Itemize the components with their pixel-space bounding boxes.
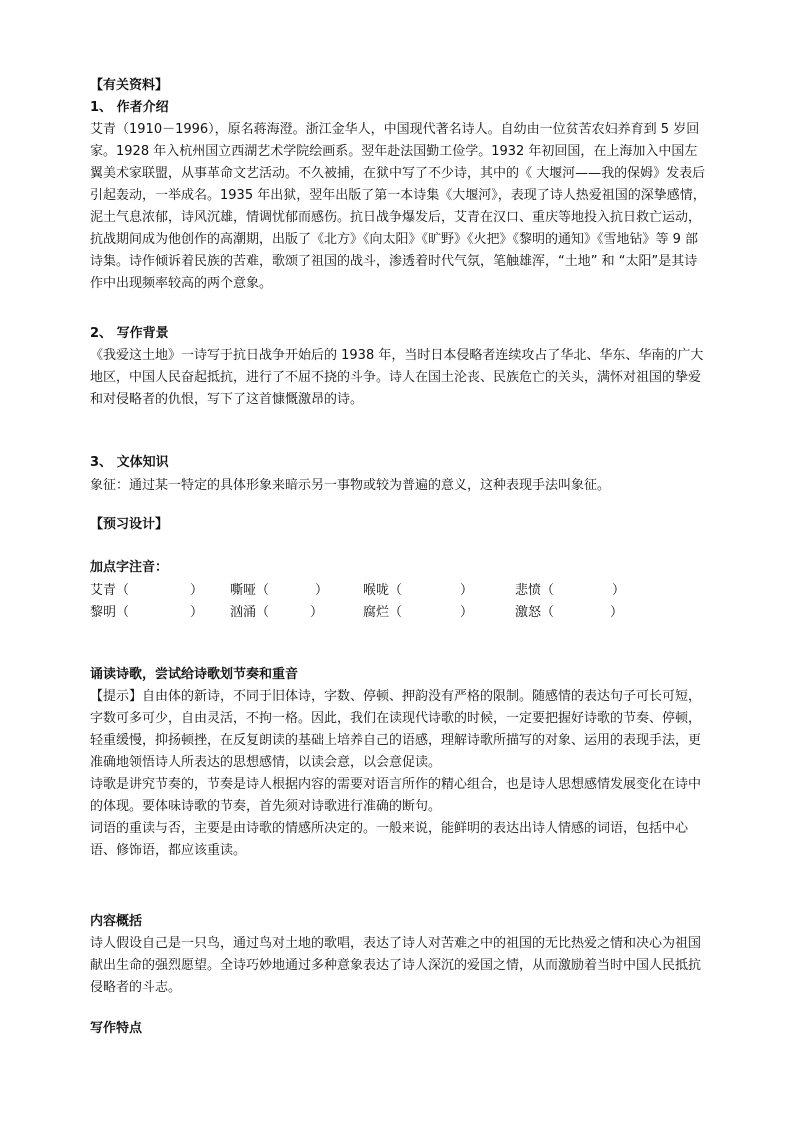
pinyin-heading: 加点字注音： (90, 560, 169, 575)
pinyin-item-open: 悲愤（ (515, 583, 555, 598)
author-heading: 1、 作者介绍 (90, 100, 169, 115)
pinyin-item-open: 嘶哑（ (230, 583, 270, 598)
materials-heading: 【有关资料】 (90, 78, 169, 93)
pinyin-item-open: 汹涌（ (230, 605, 270, 620)
features-heading: 写作特点 (90, 1021, 143, 1036)
genre-paragraph: 象征：通过某一特定的具体形象来暗示另一事物或较为普遍的意义，这种表现手法叫象征。 (90, 478, 611, 493)
pinyin-item-close: ） (612, 583, 626, 598)
tip-paragraph: 【提示】自由体的新诗，不同于旧体诗，字数、停顿、押韵没有严格的限制。随感情的表达句子可长可短，字数可多可少，自由灵活，不拘一格。因此，我们在读现代诗歌的时候，一定要把握好诗歌的节奏、停顿，轻重缓慢，抑扬顿挫，在反复朗读的基础上培养自己的语感，理解诗歌所描写的对象、运用的表现手法，更准确地领悟诗人所表达的思想感情，以读会意，以会意促读。 (90, 689, 702, 770)
preview-heading: 【预习设计】 (90, 517, 169, 532)
stress-paragraph: 词语的重读与否，主要是由诗歌的情感所决定的。一般来说，能鲜明的表达出诗人情感的词语，包括中心语、修饰语，都应该重读。 (90, 821, 689, 858)
background-heading: 2、 写作背景 (90, 326, 169, 341)
pinyin-item-close: ） (310, 605, 324, 620)
pinyin-item-close: ） (460, 605, 474, 620)
pinyin-item-close: ） (460, 583, 474, 598)
pinyin-item-open: 腐烂（ (363, 605, 403, 620)
pinyin-item-open: 激怒（ (515, 605, 555, 620)
genre-heading: 3、 文体知识 (90, 455, 169, 470)
pinyin-item-close: ） (190, 605, 204, 620)
summary-heading: 内容概括 (90, 914, 143, 929)
pinyin-item-open: 黎明（ (90, 605, 130, 620)
pinyin-item-open: 艾青（ (90, 583, 130, 598)
author-paragraph: 艾青（1910－1996），原名蒋海澄。浙江金华人，中国现代著名诗人。自幼由一位贫苦农妇养育到 5 岁回家。1928 年入杭州国立西湖艺术学院绘画系。翌年赴法国勤工俭学。1932 年初回国，在上海加入中国左翼美术家联盟，从事革命文艺活动。不久被捕，在狱中写了不少诗，其中的《 大堰河——我的保姆》发表后引起轰动，一举成名。1935 年出狱，翌年出版了第一本诗集《大堰河》，表现了诗人热爱祖国的深挚感情，泥土气息浓郁，诗风沉雄，情调忧郁而感伤。抗日战争爆发后，艾青在汉口、重庆等地投入抗日救亡运动，抗战期间成为他创作的高潮期，出版了《北方》《向太阳》《旷野》《火把》《黎明的通知》《雪地钻》等 9 部诗集。诗作倾诉着民族的苦难，歌颂了祖国的战斗，渗透着时代气氛，笔触雄浑，“土地” 和 “太阳”是其诗作中出现频率较高的两个意象。 (90, 122, 706, 291)
pinyin-item-close: ） (190, 583, 204, 598)
rhythm-paragraph: 诗歌是讲究节奏的，节奏是诗人根据内容的需要对语言所作的精心组合，也是诗人思想感情发展变化在诗中的体现。要体味诗歌的节奏，首先须对诗歌进行准确的断句。 (90, 777, 702, 814)
reading-heading: 诵读诗歌，尝试给诗歌划节奏和重音 (90, 667, 299, 682)
summary-paragraph: 诗人假设自己是一只鸟，通过鸟对土地的歌唱，表达了诗人对苦难之中的祖国的无比热爱之情和决心为祖国献出生命的强烈愿望。全诗巧妙地通过多种意象表达了诗人深沉的爱国之情，从而激励着当时中国人民抵抗侵略者的斗志。 (90, 936, 702, 995)
background-paragraph: 《我爱这土地》一诗写于抗日战争开始后的 1938 年，当时日本侵略者连续攻占了华北、华东、华南的广大地区，中国人民奋起抵抗，进行了不屈不挠的斗争。诗人在国土沦丧、民族危亡的关头，满怀对祖国的挚爱和对侵略者的仇恨，写下了这首慷慨激昂的诗。 (90, 348, 704, 407)
pinyin-item-close: ） (315, 583, 329, 598)
pinyin-item-open: 喉咙（ (363, 583, 403, 598)
pinyin-item-close: ） (610, 605, 624, 620)
